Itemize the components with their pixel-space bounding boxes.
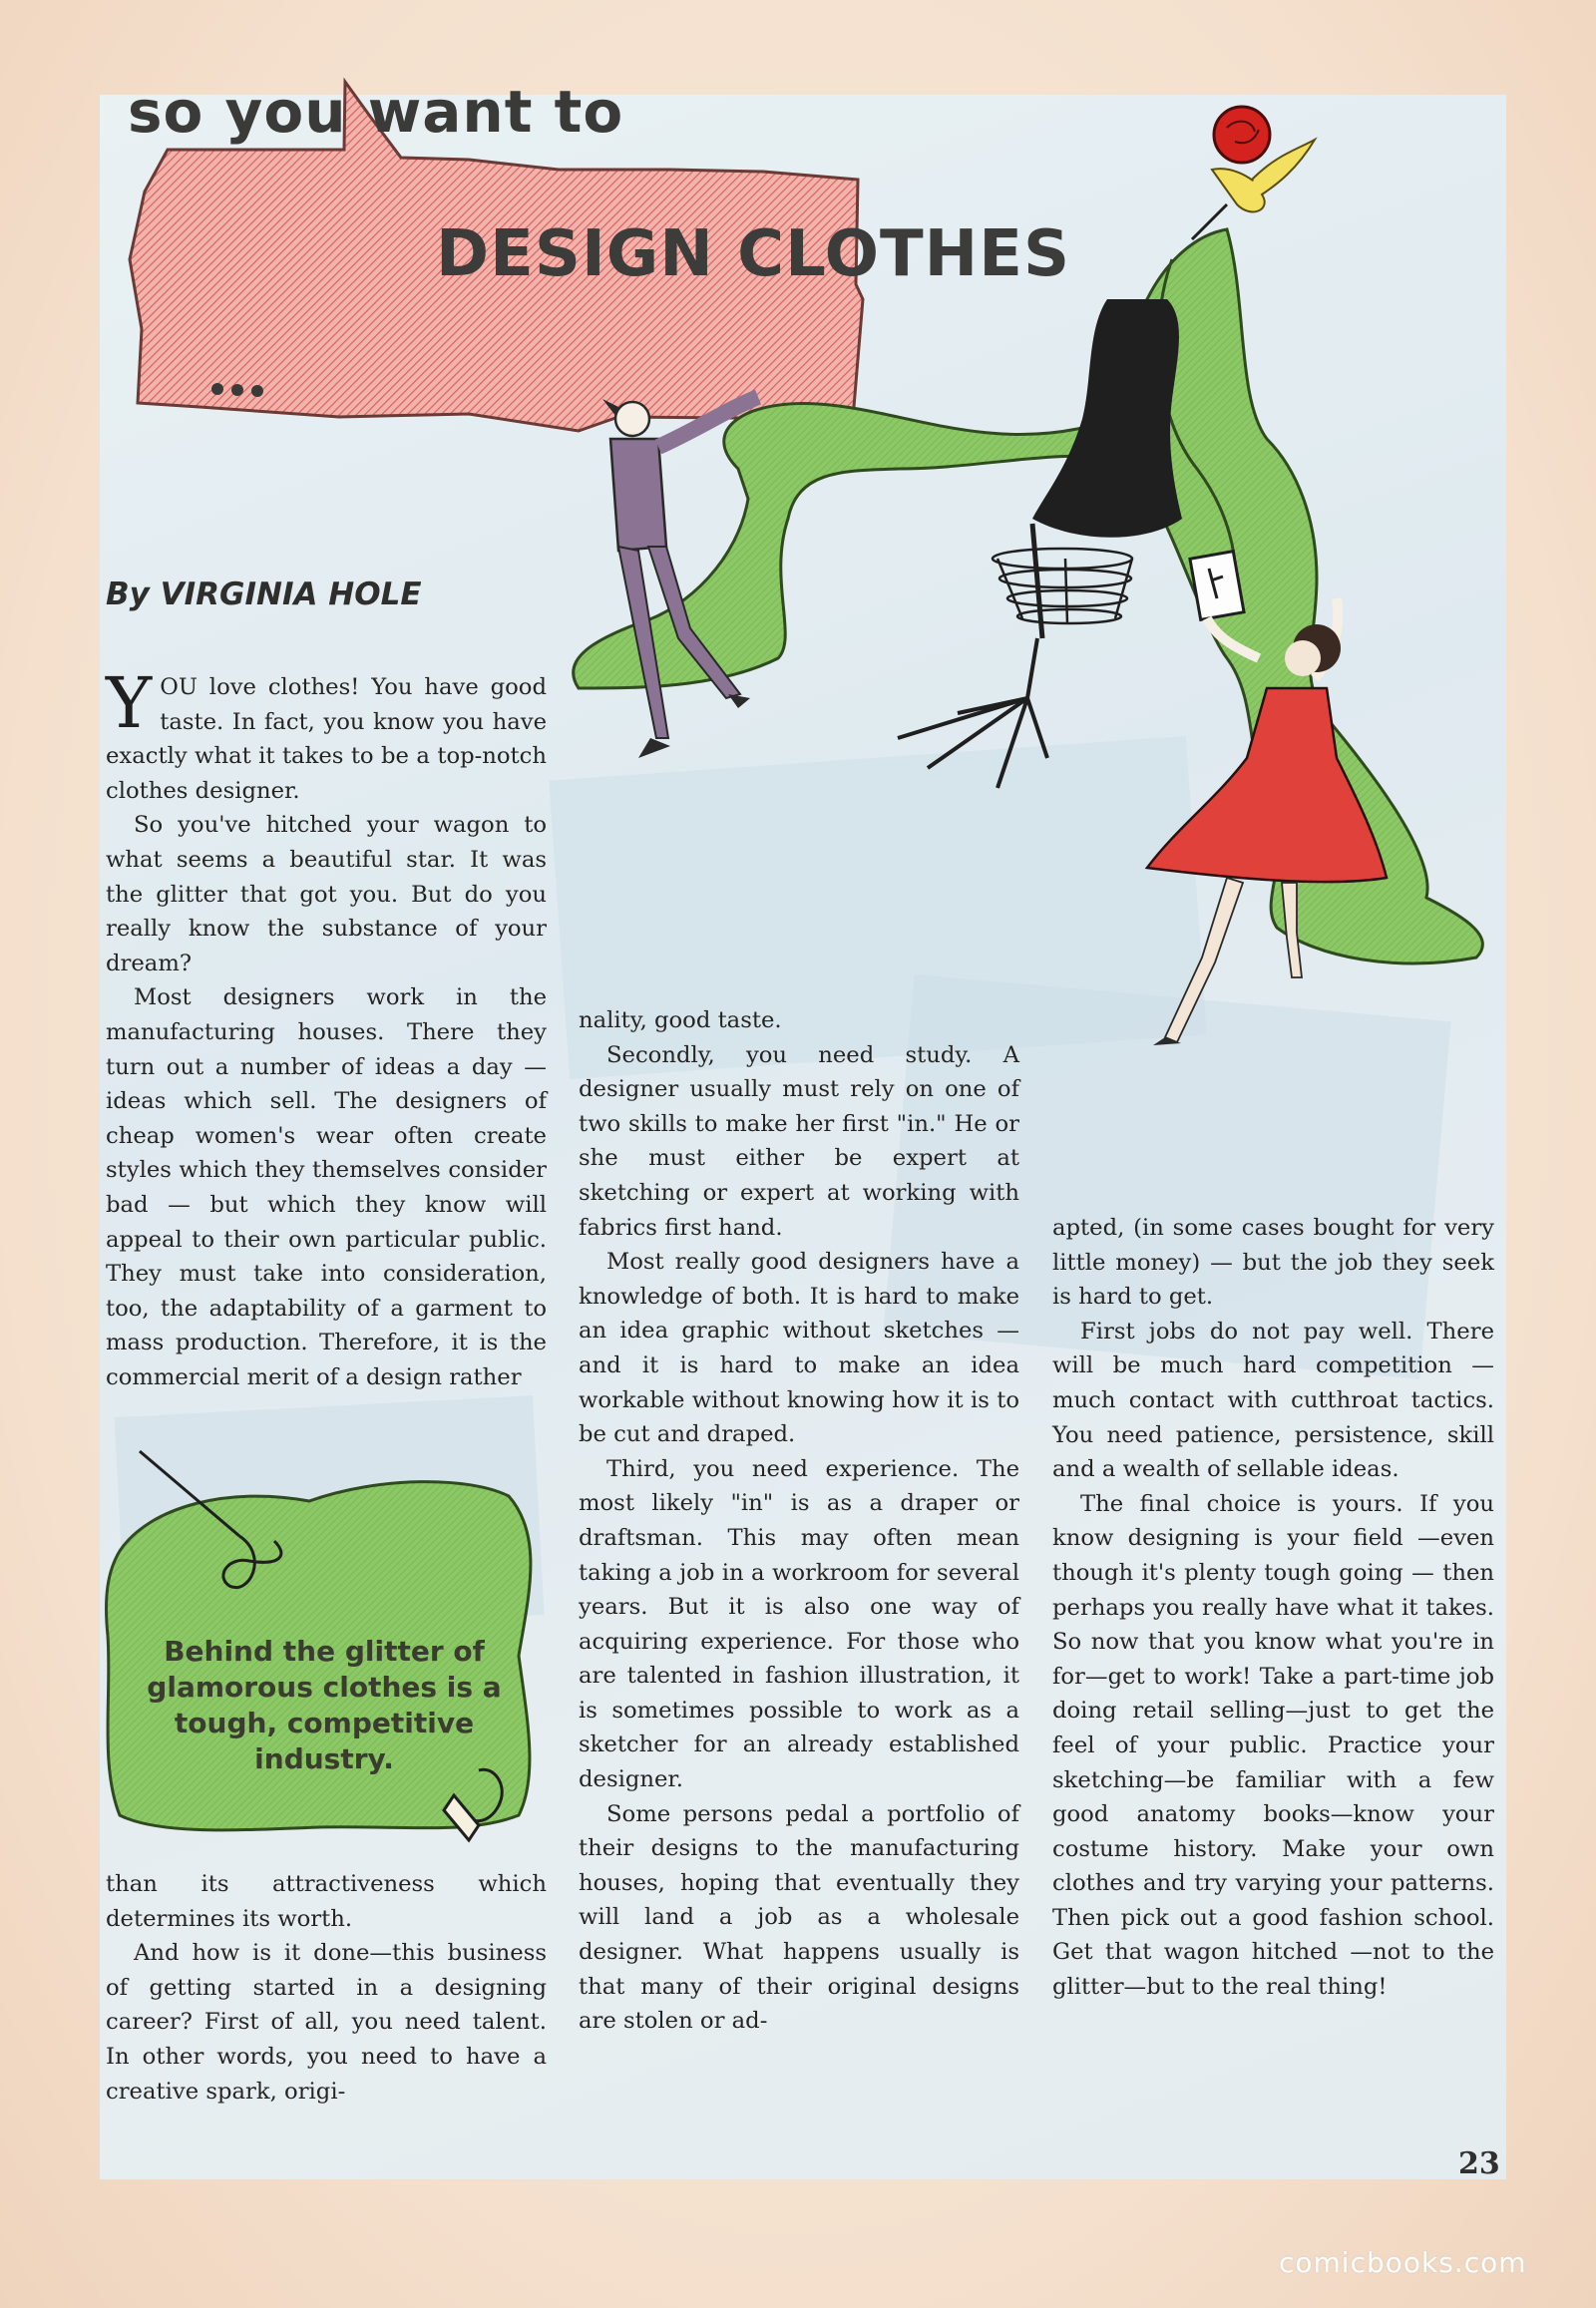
paragraph: Most designers work in the manufacturing houses. There they turn out a number of ideas a day —ideas which sell. The designers of cheap women's wear often create styles which they themselves consider bad — but which they know will appeal to their own particular public. They must take into consideration, too, the adaptability of a garment to mass production. Therefore, it is the commercial merit of a design rather <box>106 984 547 1390</box>
article-column-1-bottom <box>106 1867 547 2109</box>
paragraph: First jobs do not pay well. There will be much hard competition — much contact with cutthroat tactics. You need patience, persistence, skill and a wealth of sellable ideas. <box>1052 1318 1494 1483</box>
dress-form-graphic <box>898 299 1182 788</box>
paragraph: And how is it done—this business of getting started in a designing career? First of all, you need talent. In other words, you need to have a creative spark, origi- <box>106 1940 547 2105</box>
title-main: DESIGN CLOTHES <box>436 217 1071 291</box>
drop-cap: Y <box>106 662 153 744</box>
paragraph: Most really good designers have a knowledge of both. It is hard to make an idea graphic without sketches — and it is hard to make an idea workable without knowing how it is to be cut and draped. <box>579 1249 1019 1448</box>
paragraph: apted, (in some cases bought for very little money) — but the job they seek is hard to get. <box>1052 1215 1494 1311</box>
paragraph: So you've hitched your wagon to what seems a beautiful star. It was the glitter that got you. But do you really know the substance of your dream? <box>106 812 547 976</box>
paragraph: Third, you need experience. The most likely "in" is as a draper or draftsman. This may often mean taking a job in a workroom for several years. But it is also one way of acquiring experience. For those who are talented in fashion illustration, it is sometimes possible to work as a sketcher for an already established designer. <box>579 1455 1019 1793</box>
article-column-3 <box>1052 1211 1494 2005</box>
article-column-1-top <box>106 662 547 1394</box>
paragraph: than its attractiveness which determines its worth. <box>106 1871 547 1932</box>
article-column-2 <box>579 1003 1019 2039</box>
paragraph-text: OU love clothes! You have good taste. In fact, you know you have exactly what it takes to be a top-notch clothes designer. <box>106 674 547 804</box>
paragraph: Some persons pedal a portfolio of their designs to the manufacturing houses, hoping that eventually they will land a job as a wholesale designer. What happens usually is that many of their original designs are stolen or ad- <box>579 1800 1019 2035</box>
paragraph <box>106 662 547 808</box>
rose-graphic <box>1192 107 1315 239</box>
page-number: 23 <box>1458 2146 1500 2181</box>
callout-text: Behind the glitter of glamorous clothes is a tough, competitive industry. <box>147 1635 502 1775</box>
paragraph: nality, good taste. <box>579 1007 782 1033</box>
paragraph: The final choice is yours. If you know designing is your field —even though it's plenty tough going — then perhaps you really have what it takes. So now that you know what you're in for—get to work! Take a part-time job doing retail selling—just to get the feel of your public. Practice your sketching—be familiar with a few good anatomy books—know your costume history. Make your own clothes and try varying your patterns. Then pick out a good fashion school. Get that wagon hitched —not to the glitter—but to the real thing! <box>1052 1490 1494 2001</box>
title-small: so you want to <box>128 78 624 146</box>
watermark: comicbooks.com <box>1279 2246 1527 2279</box>
paragraph: Secondly, you need study. A designer usually must rely on one of two skills to make her first "in." He or she must either be expert at sketching or expert at working with fabrics first hand. <box>579 1041 1019 1241</box>
byline: By VIRGINIA HOLE <box>106 577 422 612</box>
